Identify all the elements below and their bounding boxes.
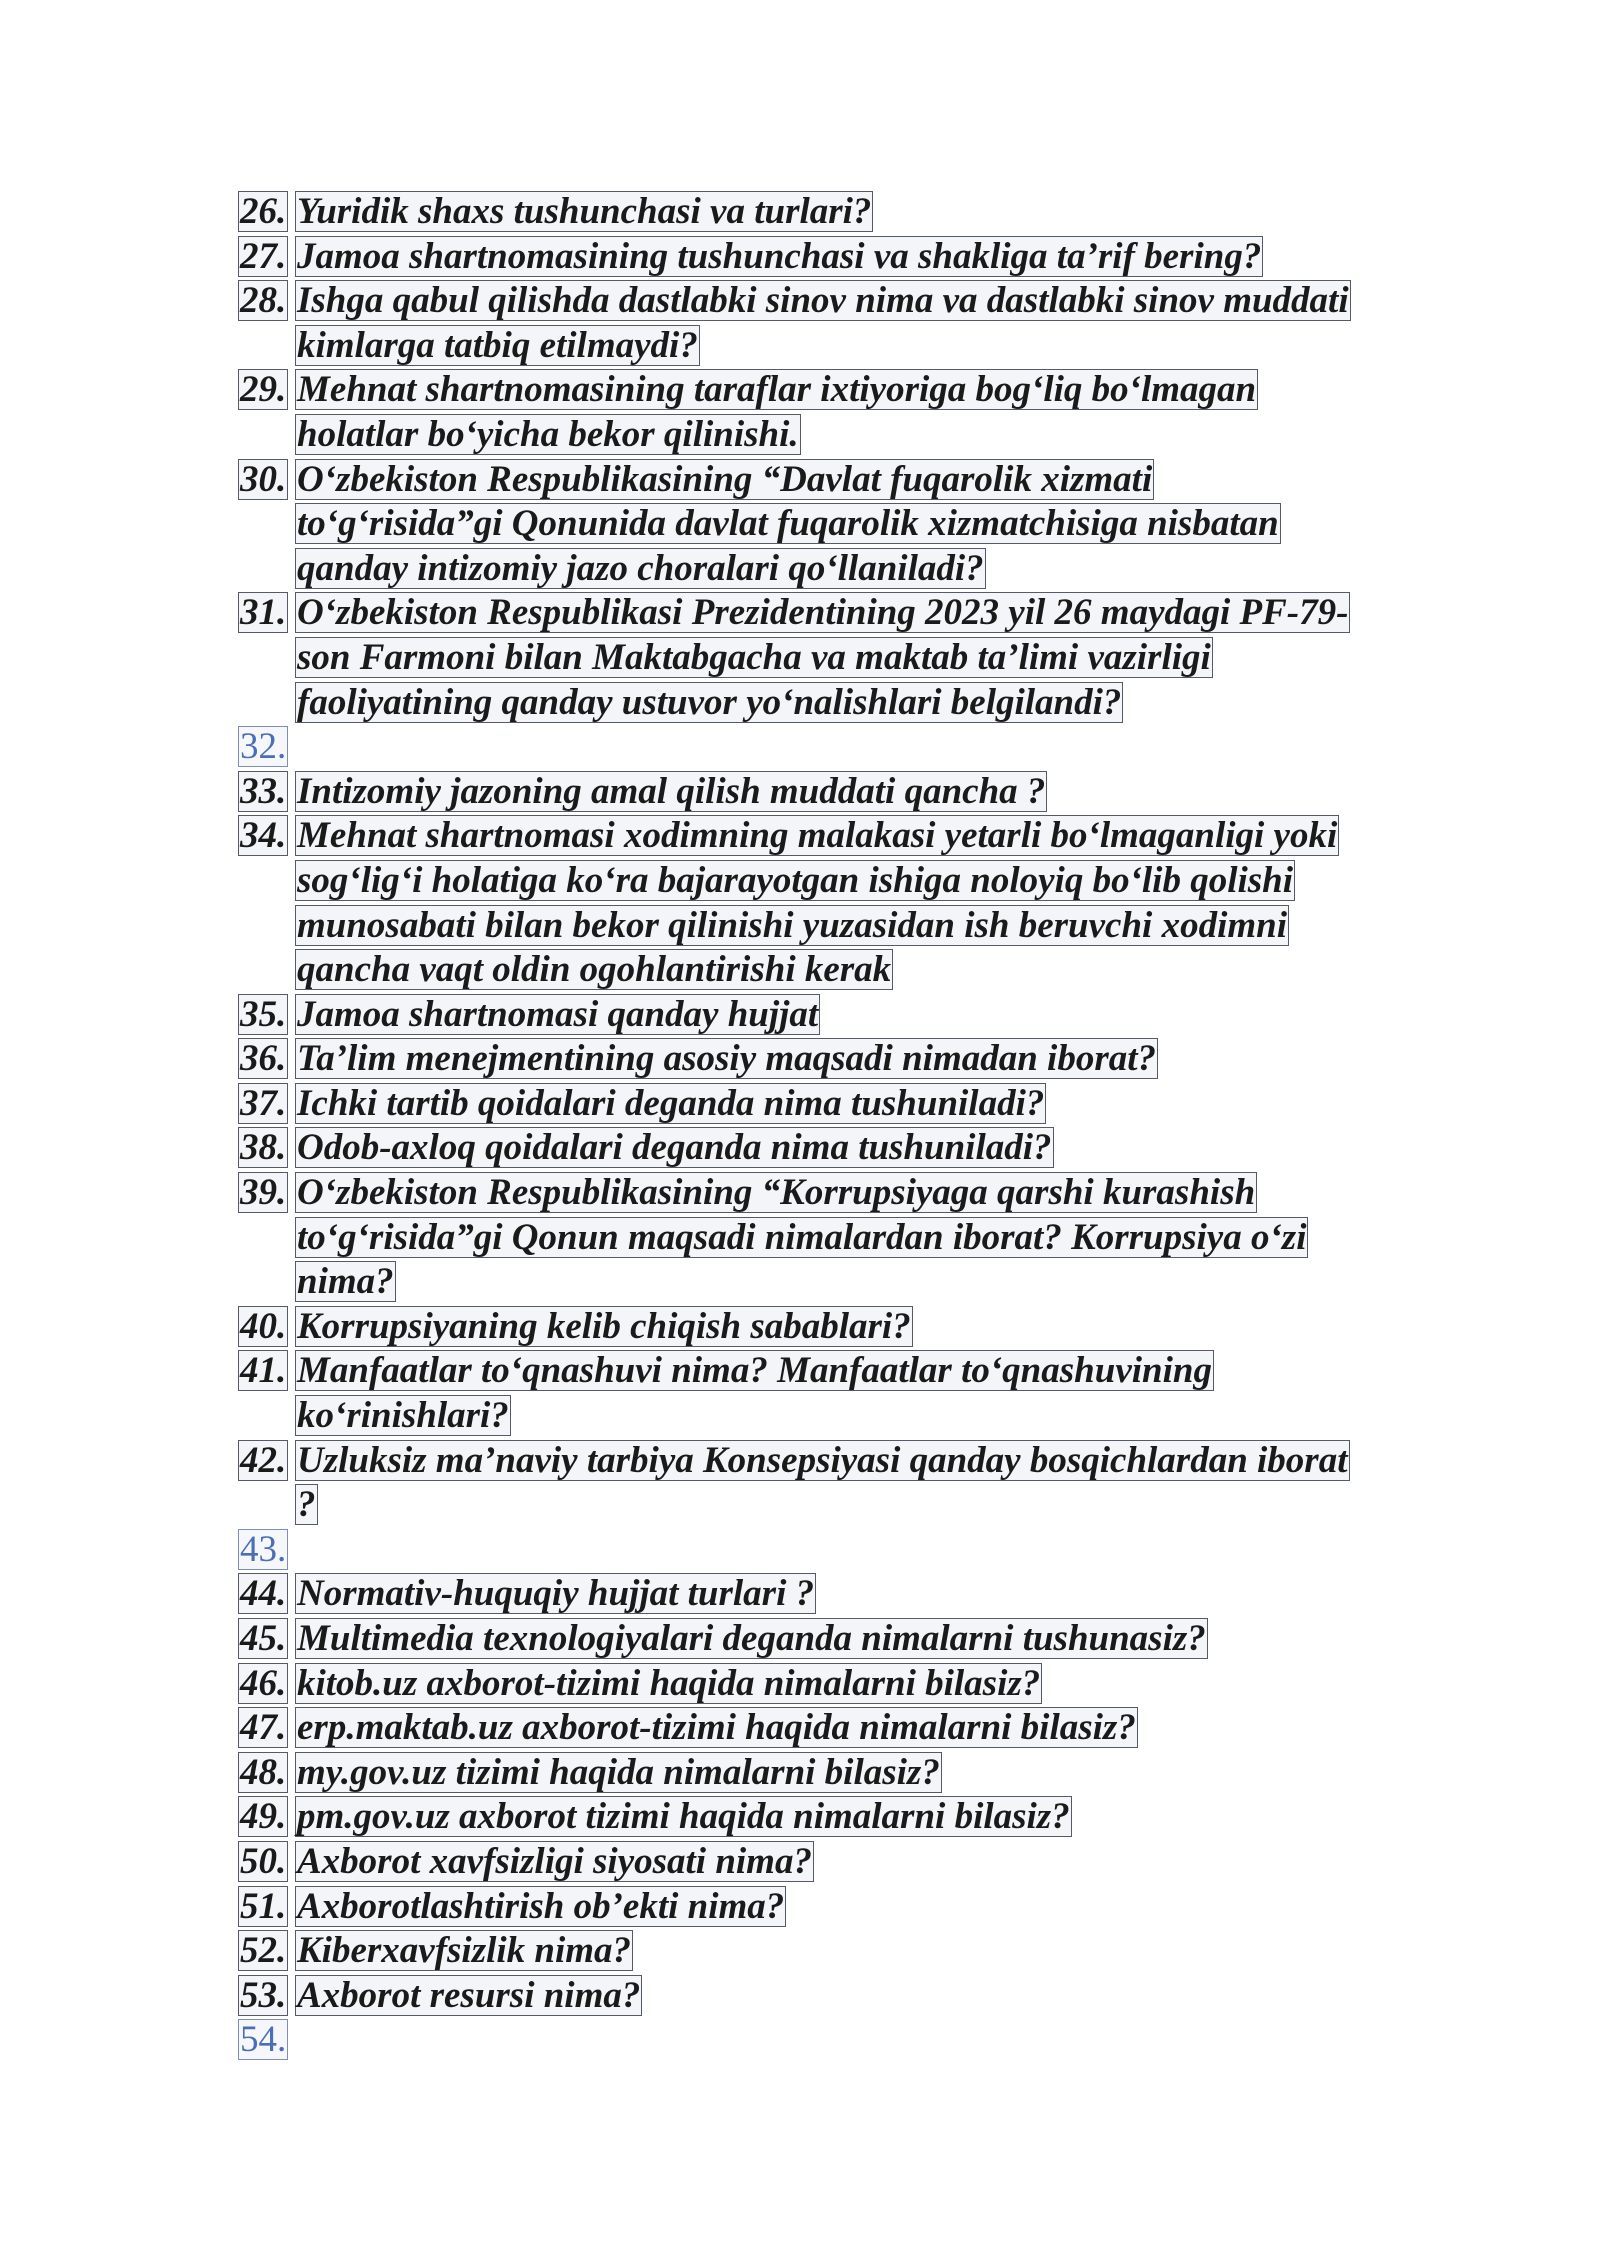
list-item (238, 725, 1358, 770)
question-number: 53. (240, 1974, 287, 2016)
question-number: 54. (240, 2019, 287, 2061)
question-number: 32. (240, 726, 287, 768)
question-list (238, 190, 1358, 2063)
list-item (238, 1795, 1358, 1840)
question-number: 31. (240, 592, 287, 634)
question-text: O‘zbekiston Respublikasining “Korrupsiyaga qarshi kurashish to‘g‘risida”gi Qonun maqsadi nimalardan iborat? Korrupsiya o‘zi nima? (297, 1172, 1307, 1303)
question-text: erp.maktab.uz axborot-tizimi haqida nimalarni bilasiz? (297, 1707, 1136, 1749)
question-text: Axborot xavfsizligi siyosati nima? (297, 1840, 812, 1882)
question-text: Normativ-huquqiy hujjat turlari ? (297, 1573, 815, 1615)
question-number: 52. (240, 1930, 287, 1972)
question-number: 44. (240, 1573, 287, 1615)
question-number: 45. (240, 1618, 287, 1659)
list-item (238, 1572, 1358, 1617)
question-text: Intizomiy jazoning amal qilish muddati qancha ? (297, 770, 1046, 812)
list-item (238, 993, 1358, 1038)
list-item (238, 279, 1358, 368)
list-item (238, 1305, 1358, 1350)
question-text: Mehnat shartnomasining taraflar ixtiyoriga bog‘liq bo‘lmagan holatlar bo‘yicha bekor qilinishi. (297, 369, 1257, 455)
list-item (238, 1126, 1358, 1171)
question-text: Ishga qabul qilishda dastlabki sinov nima va dastlabki sinov muddati kimlarga tatbiq etilmaydi? (297, 280, 1349, 366)
list-item (238, 1617, 1358, 1662)
question-number: 28. (240, 280, 287, 322)
question-number: 26. (240, 191, 287, 232)
list-item (238, 1528, 1358, 1573)
question-number: 43. (240, 1528, 287, 1570)
question-text: Jamoa shartnomasining tushunchasi va shakliga ta’rif bering? (297, 235, 1262, 277)
list-item (238, 235, 1358, 280)
question-number: 38. (240, 1127, 287, 1169)
question-text: Jamoa shartnomasi qanday hujjat (297, 993, 819, 1035)
question-text: Mehnat shartnomasi xodimning malakasi yetarli bo‘lmaganligi yoki sog‘lig‘i holatiga ko‘ra bajarayotgan ishiga noloyiq bo‘lib qolishi munosabati bilan bekor qilinishi yuzasidan ish beruvchi xodimni qancha vaqt oldin ogohlantirishi kerak (297, 815, 1338, 991)
question-number: 47. (240, 1707, 287, 1749)
list-item (238, 591, 1358, 725)
question-number: 30. (240, 458, 287, 500)
list-item (238, 1974, 1358, 2019)
question-text: Axborot resursi nima? (297, 1974, 641, 2016)
question-text: Ta’lim menejmentining asosiy maqsadi nimadan iborat? (297, 1038, 1157, 1080)
list-item (238, 458, 1358, 592)
question-text: pm.gov.uz axborot tizimi haqida nimalarni bilasiz? (297, 1796, 1070, 1838)
list-item (238, 2018, 1358, 2063)
question-number: 49. (240, 1796, 287, 1838)
question-number: 27. (240, 235, 287, 277)
list-item (238, 1349, 1358, 1438)
question-text: O‘zbekiston Respublikasi Prezidentining 2023 yil 26 maydagi PF-79-son Farmoni bilan Maktabgacha va maktab ta’limi vazirligi faoliyatining qanday ustuvor yo‘nalishlari belgilandi? (297, 592, 1349, 723)
question-number: 41. (240, 1350, 287, 1392)
list-item (238, 814, 1358, 992)
question-number: 40. (240, 1305, 287, 1347)
list-item (238, 1885, 1358, 1930)
question-text: Axborotlashtirish ob’ekti nima? (297, 1885, 785, 1927)
list-item (238, 1751, 1358, 1796)
list-item (238, 1706, 1358, 1751)
question-number: 51. (240, 1885, 287, 1927)
question-number: 48. (240, 1751, 287, 1793)
list-item (238, 1662, 1358, 1707)
question-number: 46. (240, 1662, 287, 1704)
question-number: 33. (240, 770, 287, 812)
question-text: O‘zbekiston Respublikasining “Davlat fuqarolik xizmati to‘g‘risida”gi Qonunida davlat fuqarolik xizmatchisiga nisbatan qanday intizomiy jazo choralari qo‘llaniladi? (297, 458, 1279, 589)
list-item (238, 1840, 1358, 1885)
list-item (238, 1929, 1358, 1974)
question-number: 42. (240, 1439, 287, 1481)
question-number: 50. (240, 1840, 287, 1882)
list-item (238, 1439, 1358, 1528)
question-number: 29. (240, 369, 287, 411)
list-item (238, 1082, 1358, 1127)
question-number: 39. (240, 1172, 287, 1214)
question-text: Kiberxavfsizlik nima? (297, 1930, 632, 1972)
question-text: Odob-axloq qoidalari deganda nima tushuniladi? (297, 1127, 1052, 1169)
list-item (238, 770, 1358, 815)
question-text: Uzluksiz ma’naviy tarbiya Konsepsiyasi qanday bosqichlardan iborat ? (297, 1439, 1348, 1526)
question-number: 35. (240, 993, 287, 1035)
question-text: Multimedia texnologiyalari deganda nimalarni tushunasiz? (297, 1618, 1206, 1659)
question-number: 36. (240, 1038, 287, 1080)
question-text: Yuridik shaxs tushunchasi va turlari? (297, 191, 872, 232)
question-text: kitob.uz axborot-tizimi haqida nimalarni bilasiz? (297, 1662, 1041, 1704)
list-item (238, 1037, 1358, 1082)
question-number: 34. (240, 815, 287, 857)
question-text: Manfaatlar to‘qnashuvi nima? Manfaatlar to‘qnashuvining ko‘rinishlari? (297, 1350, 1212, 1437)
question-text: Ichki tartib qoidalari deganda nima tushuniladi? (297, 1082, 1045, 1124)
question-number: 37. (240, 1082, 287, 1124)
list-item (238, 1171, 1358, 1305)
list-item (238, 190, 1358, 235)
list-item (238, 368, 1358, 457)
question-text: Korrupsiyaning kelib chiqish sabablari? (297, 1305, 911, 1347)
question-text: my.gov.uz tizimi haqida nimalarni bilasiz? (297, 1751, 940, 1793)
